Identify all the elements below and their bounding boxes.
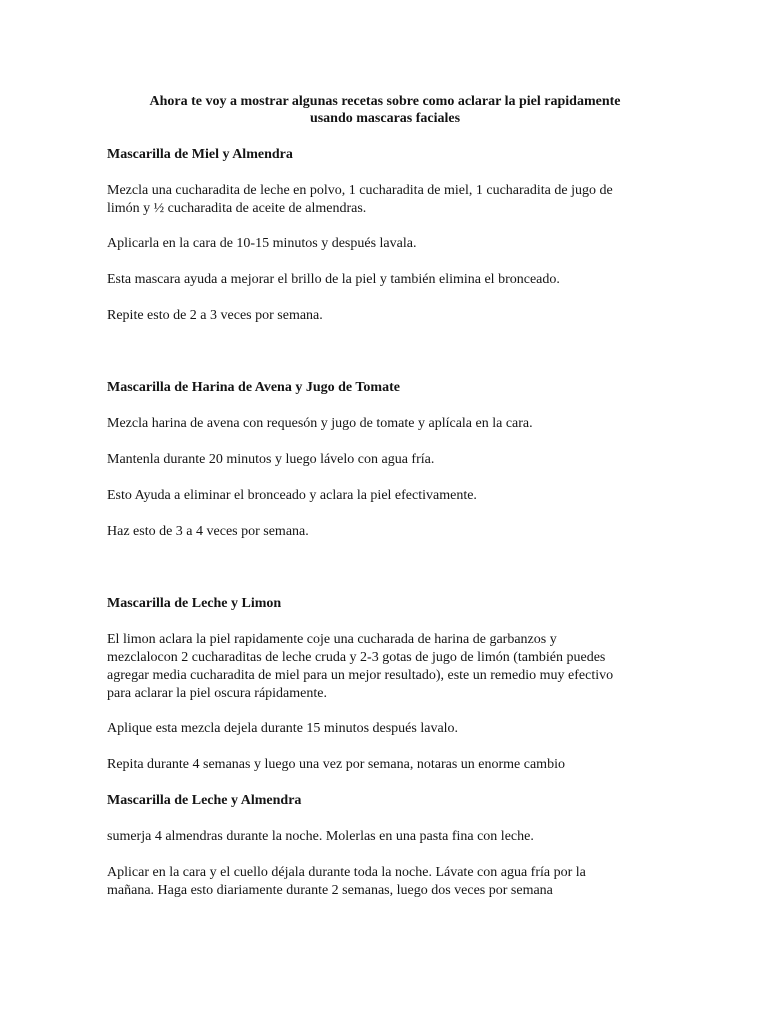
paragraph <box>107 631 667 703</box>
paragraph-line: mezclalocon 2 cucharaditas de leche cruda y 2-3 gotas de jugo de limón (también puedes <box>107 650 606 665</box>
paragraph: Aplique esta mezcla dejela durante 15 minutos después lavalo. <box>107 721 459 736</box>
paragraph: Aplicarla en la cara de 10-15 minutos y después lavala. <box>107 236 417 251</box>
paragraph: Esto Ayuda a eliminar el bronceado y aclara la piel efectivamente. <box>107 488 477 503</box>
paragraph-line: para aclarar la piel oscura rápidamente. <box>107 686 327 701</box>
paragraph: Repite esto de 2 a 3 veces por semana. <box>107 308 323 323</box>
section-heading-leche-limon: Mascarilla de Leche y Limon <box>107 596 282 611</box>
document-title-line-2: usando mascaras faciales <box>309 111 461 126</box>
paragraph-line: Mezcla una cucharadita de leche en polvo, 1 cucharadita de miel, 1 cucharadita de jugo de <box>107 183 613 198</box>
paragraph-line: El limon aclara la piel rapidamente coje una cucharada de harina de garbanzos y <box>107 632 557 647</box>
paragraph-line: mañana. Haga esto diariamente durante 2 semanas, luego dos veces por semana <box>107 883 553 898</box>
paragraph-line: agregar media cucharadita de miel para un mejor resultado), este un remedio muy efectivo <box>107 668 614 683</box>
paragraph: Esta mascara ayuda a mejorar el brillo de la piel y también elimina el bronceado. <box>107 272 560 287</box>
section-heading-miel-almendra: Mascarilla de Miel y Almendra <box>107 147 293 162</box>
paragraph: Haz esto de 3 a 4 veces por semana. <box>107 524 309 539</box>
section-heading-avena-tomate: Mascarilla de Harina de Avena y Jugo de Tomate <box>107 380 400 395</box>
paragraph-line: Aplicar en la cara y el cuello déjala durante toda la noche. Lávate con agua fría por la <box>107 865 586 880</box>
paragraph: sumerja 4 almendras durante la noche. Molerlas en una pasta fina con leche. <box>107 829 534 844</box>
document-title <box>100 93 670 127</box>
paragraph: Repita durante 4 semanas y luego una vez por semana, notaras un enorme cambio <box>107 757 565 772</box>
paragraph: Mantenla durante 20 minutos y luego lávelo con agua fría. <box>107 452 435 467</box>
document-title-line-1: Ahora te voy a mostrar algunas recetas sobre como aclarar la piel rapidamente <box>149 94 621 109</box>
section-heading-leche-almendra: Mascarilla de Leche y Almendra <box>107 793 302 808</box>
paragraph: Mezcla harina de avena con requesón y jugo de tomate y aplícala en la cara. <box>107 416 533 431</box>
paragraph <box>107 864 667 900</box>
paragraph <box>107 182 667 218</box>
paragraph-line: limón y ½ cucharadita de aceite de almendras. <box>107 201 367 216</box>
